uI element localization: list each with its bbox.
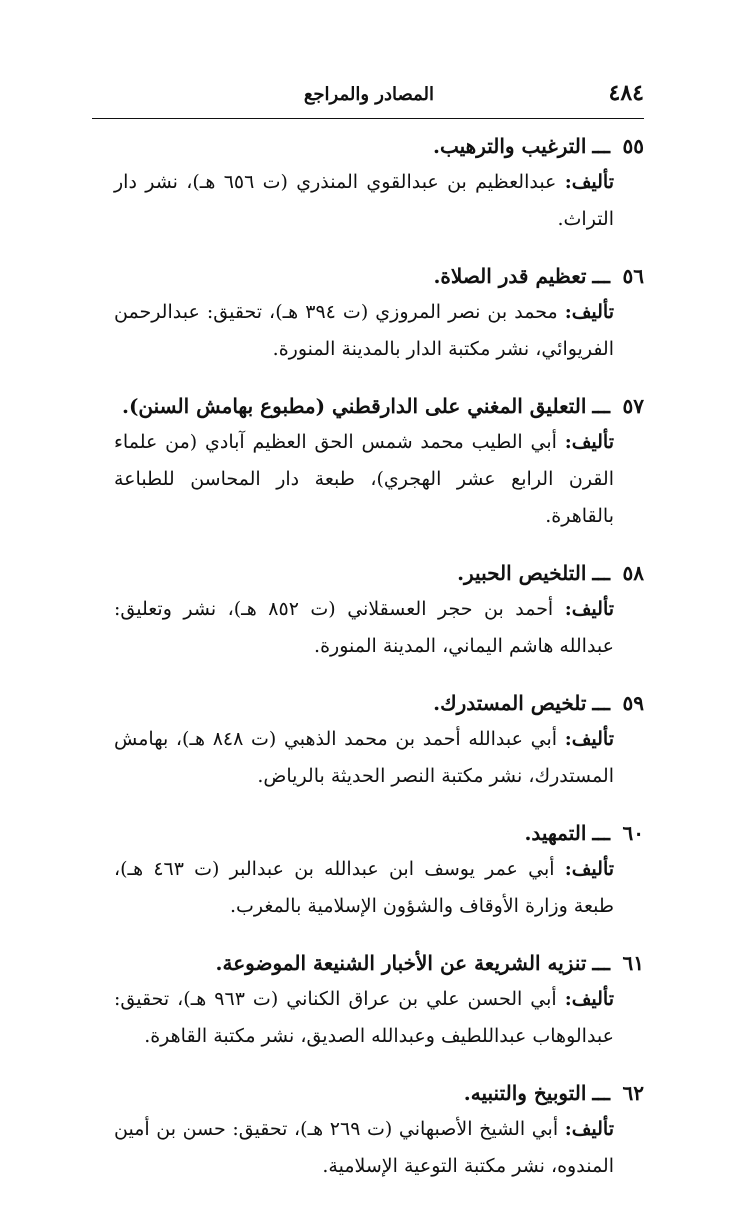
- entry-title: التلخيص الحبير.: [457, 561, 587, 585]
- author-label: تأليف:: [564, 598, 615, 620]
- entry-dash: ـــ: [592, 1081, 610, 1105]
- entry-dash: ـــ: [592, 264, 610, 288]
- page-header: [92, 78, 644, 114]
- entry-dash: ـــ: [592, 951, 610, 975]
- author-label: تأليف:: [564, 858, 615, 880]
- entry-details: [114, 591, 614, 665]
- entry-number: ٥٦: [622, 264, 644, 288]
- reference-entry: [114, 685, 644, 795]
- entry-title: التعليق المغني على الدارقطني (مطبوع بهامش السنن).: [121, 394, 587, 418]
- entry-heading: [114, 685, 644, 721]
- entry-number: ٥٧: [622, 394, 644, 418]
- author-label: تأليف:: [564, 1118, 614, 1140]
- reference-entry: [114, 945, 644, 1055]
- entry-number: ٦١: [622, 951, 644, 975]
- entry-details: [114, 424, 614, 535]
- entry-dash: ـــ: [592, 821, 610, 845]
- entry-details: [114, 1111, 614, 1185]
- author-label: تأليف:: [564, 988, 614, 1010]
- entry-text: أبي عمر يوسف ابن عبدالله بن عبدالبر (ت ٤٦٣ هـ)، طبعة وزارة الأوقاف والشؤون الإسلامية بالمغرب.: [114, 858, 614, 917]
- entry-title: الترغيب والترهيب.: [433, 134, 587, 158]
- entry-details: [114, 164, 614, 238]
- entry-number: ٥٩: [622, 691, 644, 715]
- entry-title: تلخيص المستدرك.: [433, 691, 587, 715]
- entry-heading: [114, 128, 644, 164]
- author-label: تأليف:: [564, 171, 614, 193]
- entry-text: أبي عبدالله أحمد بن محمد الذهبي (ت ٨٤٨ هـ)، بهامش المستدرك، نشر مكتبة النصر الحديثة بالرياض.: [114, 728, 614, 787]
- entry-heading: [114, 555, 644, 591]
- entry-text: أحمد بن حجر العسقلاني (ت ٨٥٢ هـ)، نشر وتعليق: عبدالله هاشم اليماني، المدينة المنورة.: [114, 598, 614, 657]
- entry-text: أبي الطيب محمد شمس الحق العظيم آبادي (من علماء القرن الرابع عشر الهجري)، طبعة دار المحاسن للطباعة بالقاهرة.: [114, 431, 614, 527]
- entry-text: عبدالعظيم بن عبدالقوي المنذري (ت ٦٥٦ هـ)، نشر دار التراث.: [114, 171, 614, 230]
- entry-title: التوبيخ والتنبيه.: [463, 1081, 587, 1105]
- header-rule: [92, 118, 644, 119]
- entry-text: أبي الشيخ الأصبهاني (ت ٢٦٩ هـ)، تحقيق: حسن بن أمين المندوه، نشر مكتبة التوعية الإسلامية.: [114, 1118, 614, 1177]
- entry-details: [114, 294, 614, 368]
- reference-entry: [114, 128, 644, 238]
- entry-heading: [114, 945, 644, 981]
- entry-details: [114, 721, 614, 795]
- reference-entry: [114, 388, 644, 535]
- entry-title: التمهيد.: [524, 821, 587, 845]
- entry-title: تنزيه الشريعة عن الأخبار الشنيعة الموضوعة.: [215, 951, 587, 975]
- entry-dash: ـــ: [592, 691, 610, 715]
- entry-heading: [114, 388, 644, 424]
- entry-title: تعظيم قدر الصلاة.: [433, 264, 587, 288]
- entry-heading: [114, 258, 644, 294]
- page-number: ٤٨٤: [608, 80, 644, 106]
- entry-number: ٥٥: [622, 134, 644, 158]
- reference-entry: [114, 258, 644, 368]
- entry-number: ٦٠: [622, 821, 644, 845]
- entry-text: أبي الحسن علي بن عراق الكناني (ت ٩٦٣ هـ)، تحقيق: عبدالوهاب عبداللطيف وعبدالله الصديق، نشر مكتبة القاهرة.: [114, 988, 614, 1047]
- reference-list: [114, 128, 644, 1205]
- entry-dash: ـــ: [592, 134, 610, 158]
- entry-details: [114, 981, 614, 1055]
- entry-dash: ـــ: [592, 394, 610, 418]
- entry-details: [114, 851, 614, 925]
- entry-heading: [114, 1075, 644, 1111]
- running-title: المصادر والمراجع: [303, 84, 434, 105]
- entry-number: ٦٢: [622, 1081, 644, 1105]
- entry-number: ٥٨: [622, 561, 644, 585]
- reference-entry: [114, 815, 644, 925]
- author-label: تأليف:: [564, 431, 614, 453]
- entry-text: محمد بن نصر المروزي (ت ٣٩٤ هـ)، تحقيق: عبدالرحمن الفريوائي، نشر مكتبة الدار بالمدينة المنورة.: [114, 301, 614, 360]
- entry-dash: ـــ: [592, 561, 610, 585]
- reference-entry: [114, 1075, 644, 1185]
- author-label: تأليف:: [564, 728, 614, 750]
- reference-entry: [114, 555, 644, 665]
- entry-heading: [114, 815, 644, 851]
- author-label: تأليف:: [564, 301, 614, 323]
